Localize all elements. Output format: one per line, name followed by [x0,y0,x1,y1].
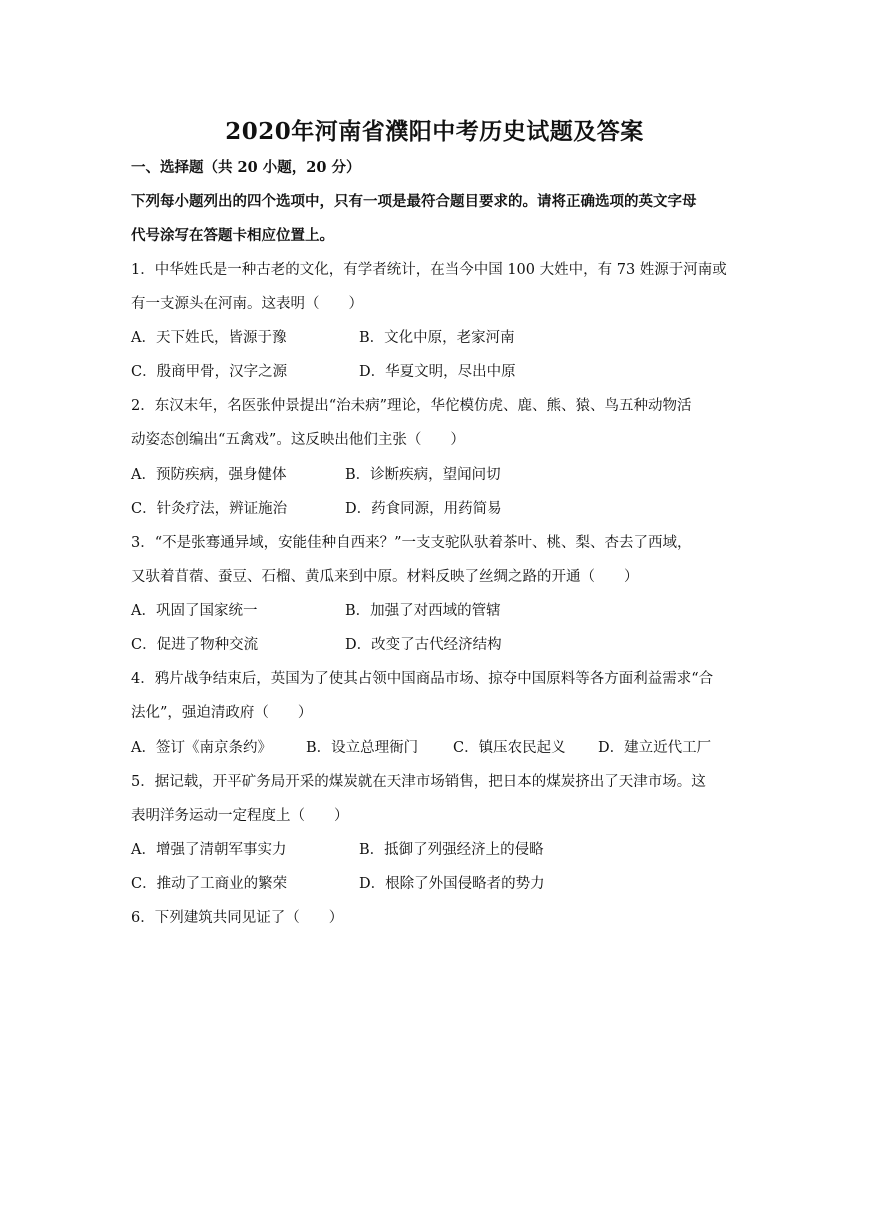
instruction-line: 下列每小题列出的四个选项中，只有一项是最符合题目要求的。请将正确选项的英文字母 [131,193,697,210]
question-1-option-d: D．华夏文明，尽出中原 [359,364,516,380]
question-5-option-a: A．增强了清朝军事实力 [131,842,287,858]
question-3-option-b: B．加强了对西域的管辖 [345,603,501,619]
question-4-stem: 法化”，强迫清政府（ ） [131,705,313,721]
question-2-stem: 动姿态创编出“五禽戏”。这反映出他们主张（ ） [131,432,465,448]
question-4-option-b: B．设立总理衙门 [306,740,419,756]
question-6-stem: 6．下列建筑共同见证了（ ） [131,910,344,926]
question-2-option-d: D．药食同源，用药简易 [345,501,502,517]
question-3-stem: 又驮着苜蓿、蚕豆、石榴、黄瓜来到中原。材料反映了丝绸之路的开通（ ） [131,569,639,585]
question-2-option-c: C．针灸疗法，辨证施治 [131,501,288,517]
question-4-stem: 4．鸦片战争结束后，英国为了使其占领中国商品市场、掠夺中国原料等各方面利益需求“合 [131,671,714,687]
question-4-option-c: C．镇压农民起义 [453,740,566,756]
question-2-option-a: A．预防疾病，强身健体 [131,467,287,483]
question-4-option-a: A．签订《南京条约》 [131,740,272,756]
question-1-option-c: C．殷商甲骨，汉字之源 [131,364,288,380]
question-2-stem: 2．东汉末年，名医张仲景提出“治未病”理论，华佗模仿虎、鹿、熊、猿、鸟五种动物活 [131,398,692,414]
question-2-option-b: B．诊断疾病，望闻问切 [345,467,501,483]
question-5-stem: 5．据记载，开平矿务局开采的煤炭就在天津市场销售，把日本的煤炭挤出了天津市场。这 [131,774,706,790]
question-1-option-b: B．文化中原，老家河南 [359,330,515,346]
instruction-line: 代号涂写在答题卡相应位置上。 [131,227,334,244]
question-1-stem: 1．中华姓氏是一种古老的文化，有学者统计，在当今中国 100 大姓中，有 73 姓源于河南或 [131,262,727,278]
question-5-stem: 表明洋务运动一定程度上（ ） [131,808,349,824]
question-4-option-d: D．建立近代工厂 [598,740,712,756]
question-3-option-d: D．改变了古代经济结构 [345,637,502,653]
question-1-option-a: A．天下姓氏，皆源于豫 [131,330,287,346]
question-3-option-a: A．巩固了国家统一 [131,603,258,619]
question-3-option-c: C．促进了物种交流 [131,637,259,653]
section-heading: 一、选择题（共 20 小题，20 分） [131,159,361,176]
document-title: 2020年河南省濮阳中考历史试题及答案 [225,118,644,145]
question-3-stem: 3．“不是张骞通异域，安能佳种自西来？”一支支驼队驮着茶叶、桃、梨、杏去了西域， [131,535,692,551]
question-5-option-b: B．抵御了列强经济上的侵略 [359,842,544,858]
question-1-stem: 有一支源头在河南。这表明（ ） [131,296,363,312]
question-5-option-d: D．根除了外国侵略者的势力 [359,876,545,892]
question-5-option-c: C．推动了工商业的繁荣 [131,876,288,892]
